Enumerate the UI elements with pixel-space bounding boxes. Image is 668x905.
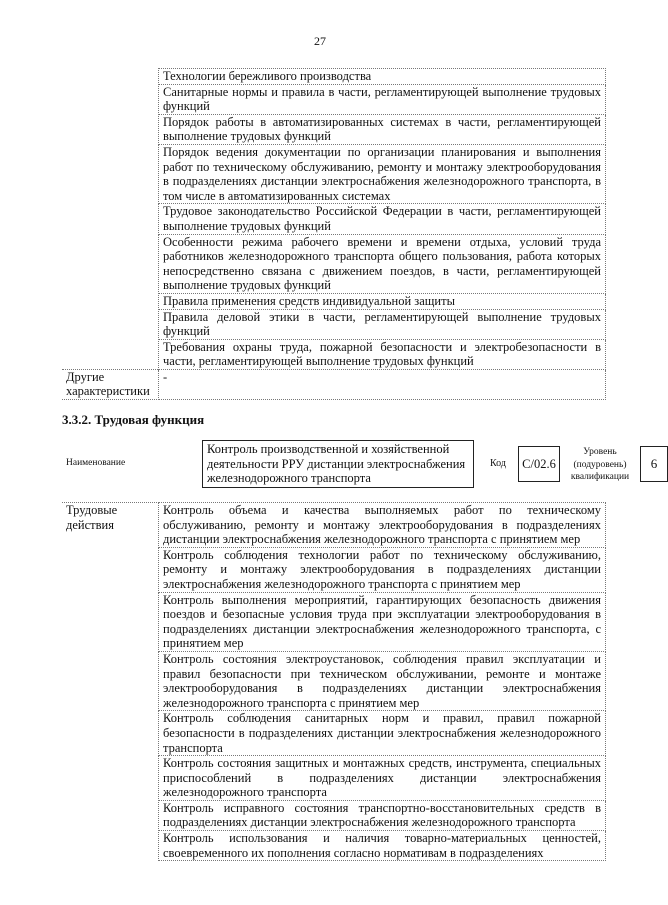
other-characteristics-label: Другие характеристики: [62, 369, 159, 399]
knowledge-item: Правила применения средств индивидуальной защиты: [159, 293, 606, 309]
action-item: Контроль исправного состояния транспортно-восстановительных средств в подразделениях дистанции электроснабжения железнодорожного транспорта: [159, 800, 606, 830]
knowledge-table: [62, 68, 606, 400]
function-name: Контроль производственной и хозяйственной деятельности РРУ дистанции электроснабжения железнодорожного транспорта: [202, 440, 474, 488]
knowledge-item: Санитарные нормы и правила в части, регламентирующей выполнение трудовых функций: [159, 84, 606, 114]
level-label: Уровень (подуровень) квалификации: [570, 447, 630, 482]
table-row: [62, 369, 606, 399]
knowledge-label-cell: [62, 69, 159, 370]
table-row: [62, 69, 606, 85]
knowledge-item: Порядок ведения документации по организации планирования и выполнения работ по техническому обслуживанию, ремонту и монтажу электрооборудования в подразделениях дистанции электроснабжения железнодорожного транспорта, в том числе в автоматизированных системах: [159, 144, 606, 203]
knowledge-item: Трудовое законодательство Российской Федерации в части, регламентирующей выполнение трудовых функций: [159, 204, 606, 234]
qualification-level: 6: [640, 446, 668, 482]
action-item: Контроль соблюдения технологии работ по техническому обслуживанию, ремонту и монтажу электрооборудования в подразделениях дистанции электроснабжения железнодорожного транспорта с принятием мер: [159, 547, 606, 592]
code-label: Код: [490, 458, 506, 469]
action-item: Контроль соблюдения санитарных норм и правил, правил пожарной безопасности в подразделениях дистанции электроснабжения железнодорожного транспорта: [159, 711, 606, 756]
other-characteristics-value: -: [159, 369, 606, 399]
page-number: 27: [314, 34, 326, 48]
action-item: Контроль состояния электроустановок, соблюдения правил эксплуатации и правил безопасности при техническом обслуживании, ремонте и монтаже электрооборудования в подразделениях дистанции электроснабжения железнодорожного транспорта с принятием мер: [159, 651, 606, 710]
action-item: Контроль использования и наличия товарно-материальных ценностей, своевременного их пополнения согласно нормативам в подразделениях: [159, 831, 606, 861]
knowledge-item: Особенности режима рабочего времени и времени отдыха, условий труда работников железнодорожного транспорта общего пользования, работа которых непосредственно связана с движением поездов, в части, регламентирующей выполнение трудовых функций: [159, 234, 606, 293]
knowledge-item: Правила деловой этики в части, регламентирующей выполнение трудовых функций: [159, 309, 606, 339]
knowledge-item: Требования охраны труда, пожарной безопасности и электробезопасности в части, регламентирующей выполнение трудовых функций: [159, 339, 606, 369]
function-code: С/02.6: [518, 446, 560, 482]
section-heading: 3.3.2. Трудовая функция: [62, 412, 205, 427]
name-label: Наименование: [66, 458, 126, 468]
actions-table: [62, 502, 606, 861]
action-item: Контроль состояния защитных и монтажных средств, инструмента, специальных приспособлений в подразделениях дистанции электроснабжения железнодорожного транспорта: [159, 756, 606, 801]
action-item: Контроль выполнения мероприятий, гарантирующих безопасность движения поездов и безопасные условия труда при эксплуатации электрооборудования в подразделениях дистанции электроснабжения железнодорожного транспорта, с принятием мер: [159, 592, 606, 651]
actions-label: Трудовые действия: [62, 503, 159, 861]
action-item: Контроль объема и качества выполняемых работ по техническому обслуживанию, ремонту и монтажу электрооборудования в подразделениях дистанции электроснабжения железнодорожного транспорта с принятием мер: [159, 503, 606, 548]
knowledge-item: Порядок работы в автоматизированных системах в части, регламентирующей выполнение трудовых функций: [159, 114, 606, 144]
knowledge-item: Технологии бережливого производства: [159, 69, 606, 85]
table-row: [62, 503, 606, 548]
function-header: [62, 440, 658, 490]
